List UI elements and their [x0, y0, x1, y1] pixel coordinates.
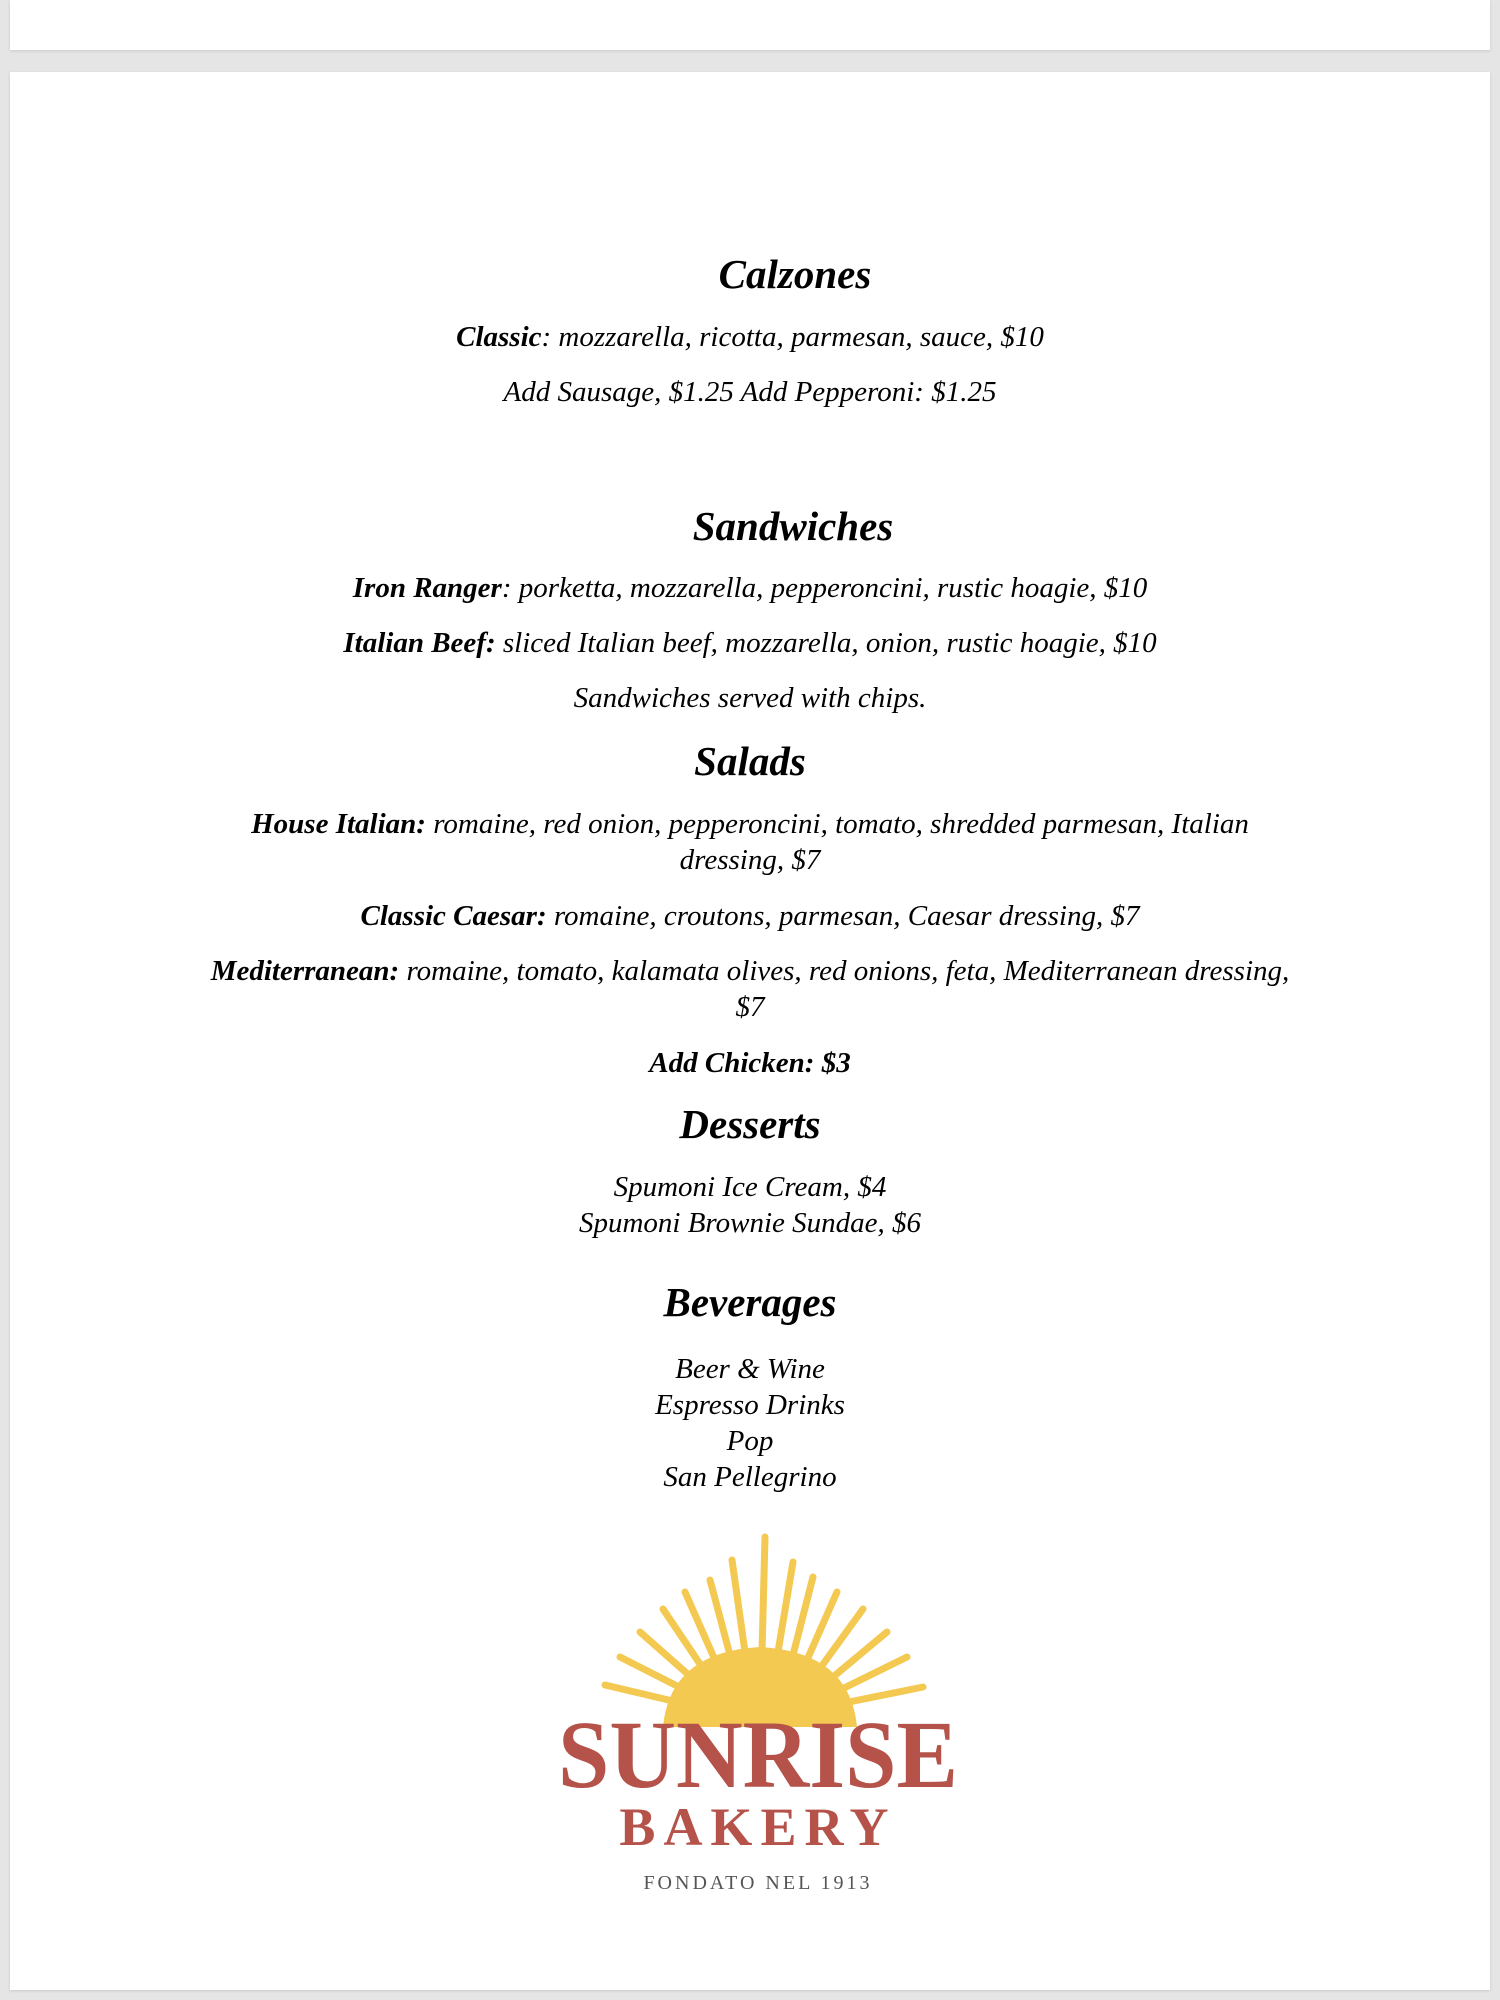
dessert-item: Spumoni Brownie Sundae, $6	[578, 1207, 922, 1239]
sandwich-iron-ranger-name: Iron Ranger	[352, 572, 502, 604]
sandwich-italian-beef-name: Italian Beef:	[343, 627, 496, 659]
logo-sub: BAKERY	[619, 1797, 897, 1857]
logo-tagline: FONDATO NEL 1913	[643, 1872, 873, 1894]
salads-heading: Salads	[694, 738, 806, 784]
salad-house-italian-desc: romaine, red onion, pepperoncini, tomato, shredded parmesan, Italian dressing, $7	[425, 808, 1249, 876]
sandwiches-note: Sandwiches served with chips.	[573, 682, 927, 714]
salad-mediterranean-desc: romaine, tomato, kalamata olives, red onions, feta, Mediterranean dressing, $7	[399, 955, 1290, 1023]
salad-house-italian-item	[200, 806, 1300, 878]
salad-add-chicken: Add Chicken: $3	[649, 1047, 851, 1079]
calzone-classic-item	[456, 319, 1044, 355]
dessert-item: Spumoni Ice Cream, $4	[613, 1171, 887, 1203]
salad-classic-caesar-item	[361, 898, 1140, 934]
beverage-item: Beer & Wine	[675, 1353, 825, 1385]
salad-classic-caesar-desc: romaine, croutons, parmesan, Caesar dressing, $7	[546, 900, 1140, 932]
beverage-item: San Pellegrino	[663, 1461, 837, 1493]
calzone-addons: Add Sausage, $1.25 Add Pepperoni: $1.25	[503, 376, 997, 408]
menu-page	[10, 72, 1490, 1990]
logo-name: SUNRISE	[558, 1701, 958, 1808]
salad-house-italian-name: House Italian:	[251, 808, 426, 840]
sandwich-iron-ranger-desc: : porketta, mozzarella, pepperoncini, rustic hoagie, $10	[501, 572, 1148, 604]
beverage-item: Pop	[726, 1425, 774, 1457]
calzones-heading: Calzones	[718, 251, 872, 297]
beverage-item: Espresso Drinks	[655, 1389, 845, 1421]
sandwich-italian-beef-item	[343, 625, 1156, 661]
beverages-heading: Beverages	[663, 1279, 837, 1325]
salad-classic-caesar-name: Classic Caesar:	[360, 900, 547, 932]
salad-mediterranean-name: Mediterranean:	[210, 955, 400, 987]
calzone-classic-desc: : mozzarella, ricotta, parmesan, sauce, $10	[541, 321, 1044, 353]
salad-mediterranean-item	[200, 953, 1300, 1025]
sandwiches-heading: Sandwiches	[692, 503, 894, 549]
sunrise-bakery-logo	[545, 1517, 965, 1947]
sandwich-iron-ranger-item	[353, 570, 1148, 606]
previous-page-edge	[10, 0, 1490, 50]
desserts-heading: Desserts	[679, 1101, 821, 1147]
sandwich-italian-beef-desc: sliced Italian beef, mozzarella, onion, rustic hoagie, $10	[495, 627, 1157, 659]
calzone-classic-name: Classic	[456, 321, 542, 353]
